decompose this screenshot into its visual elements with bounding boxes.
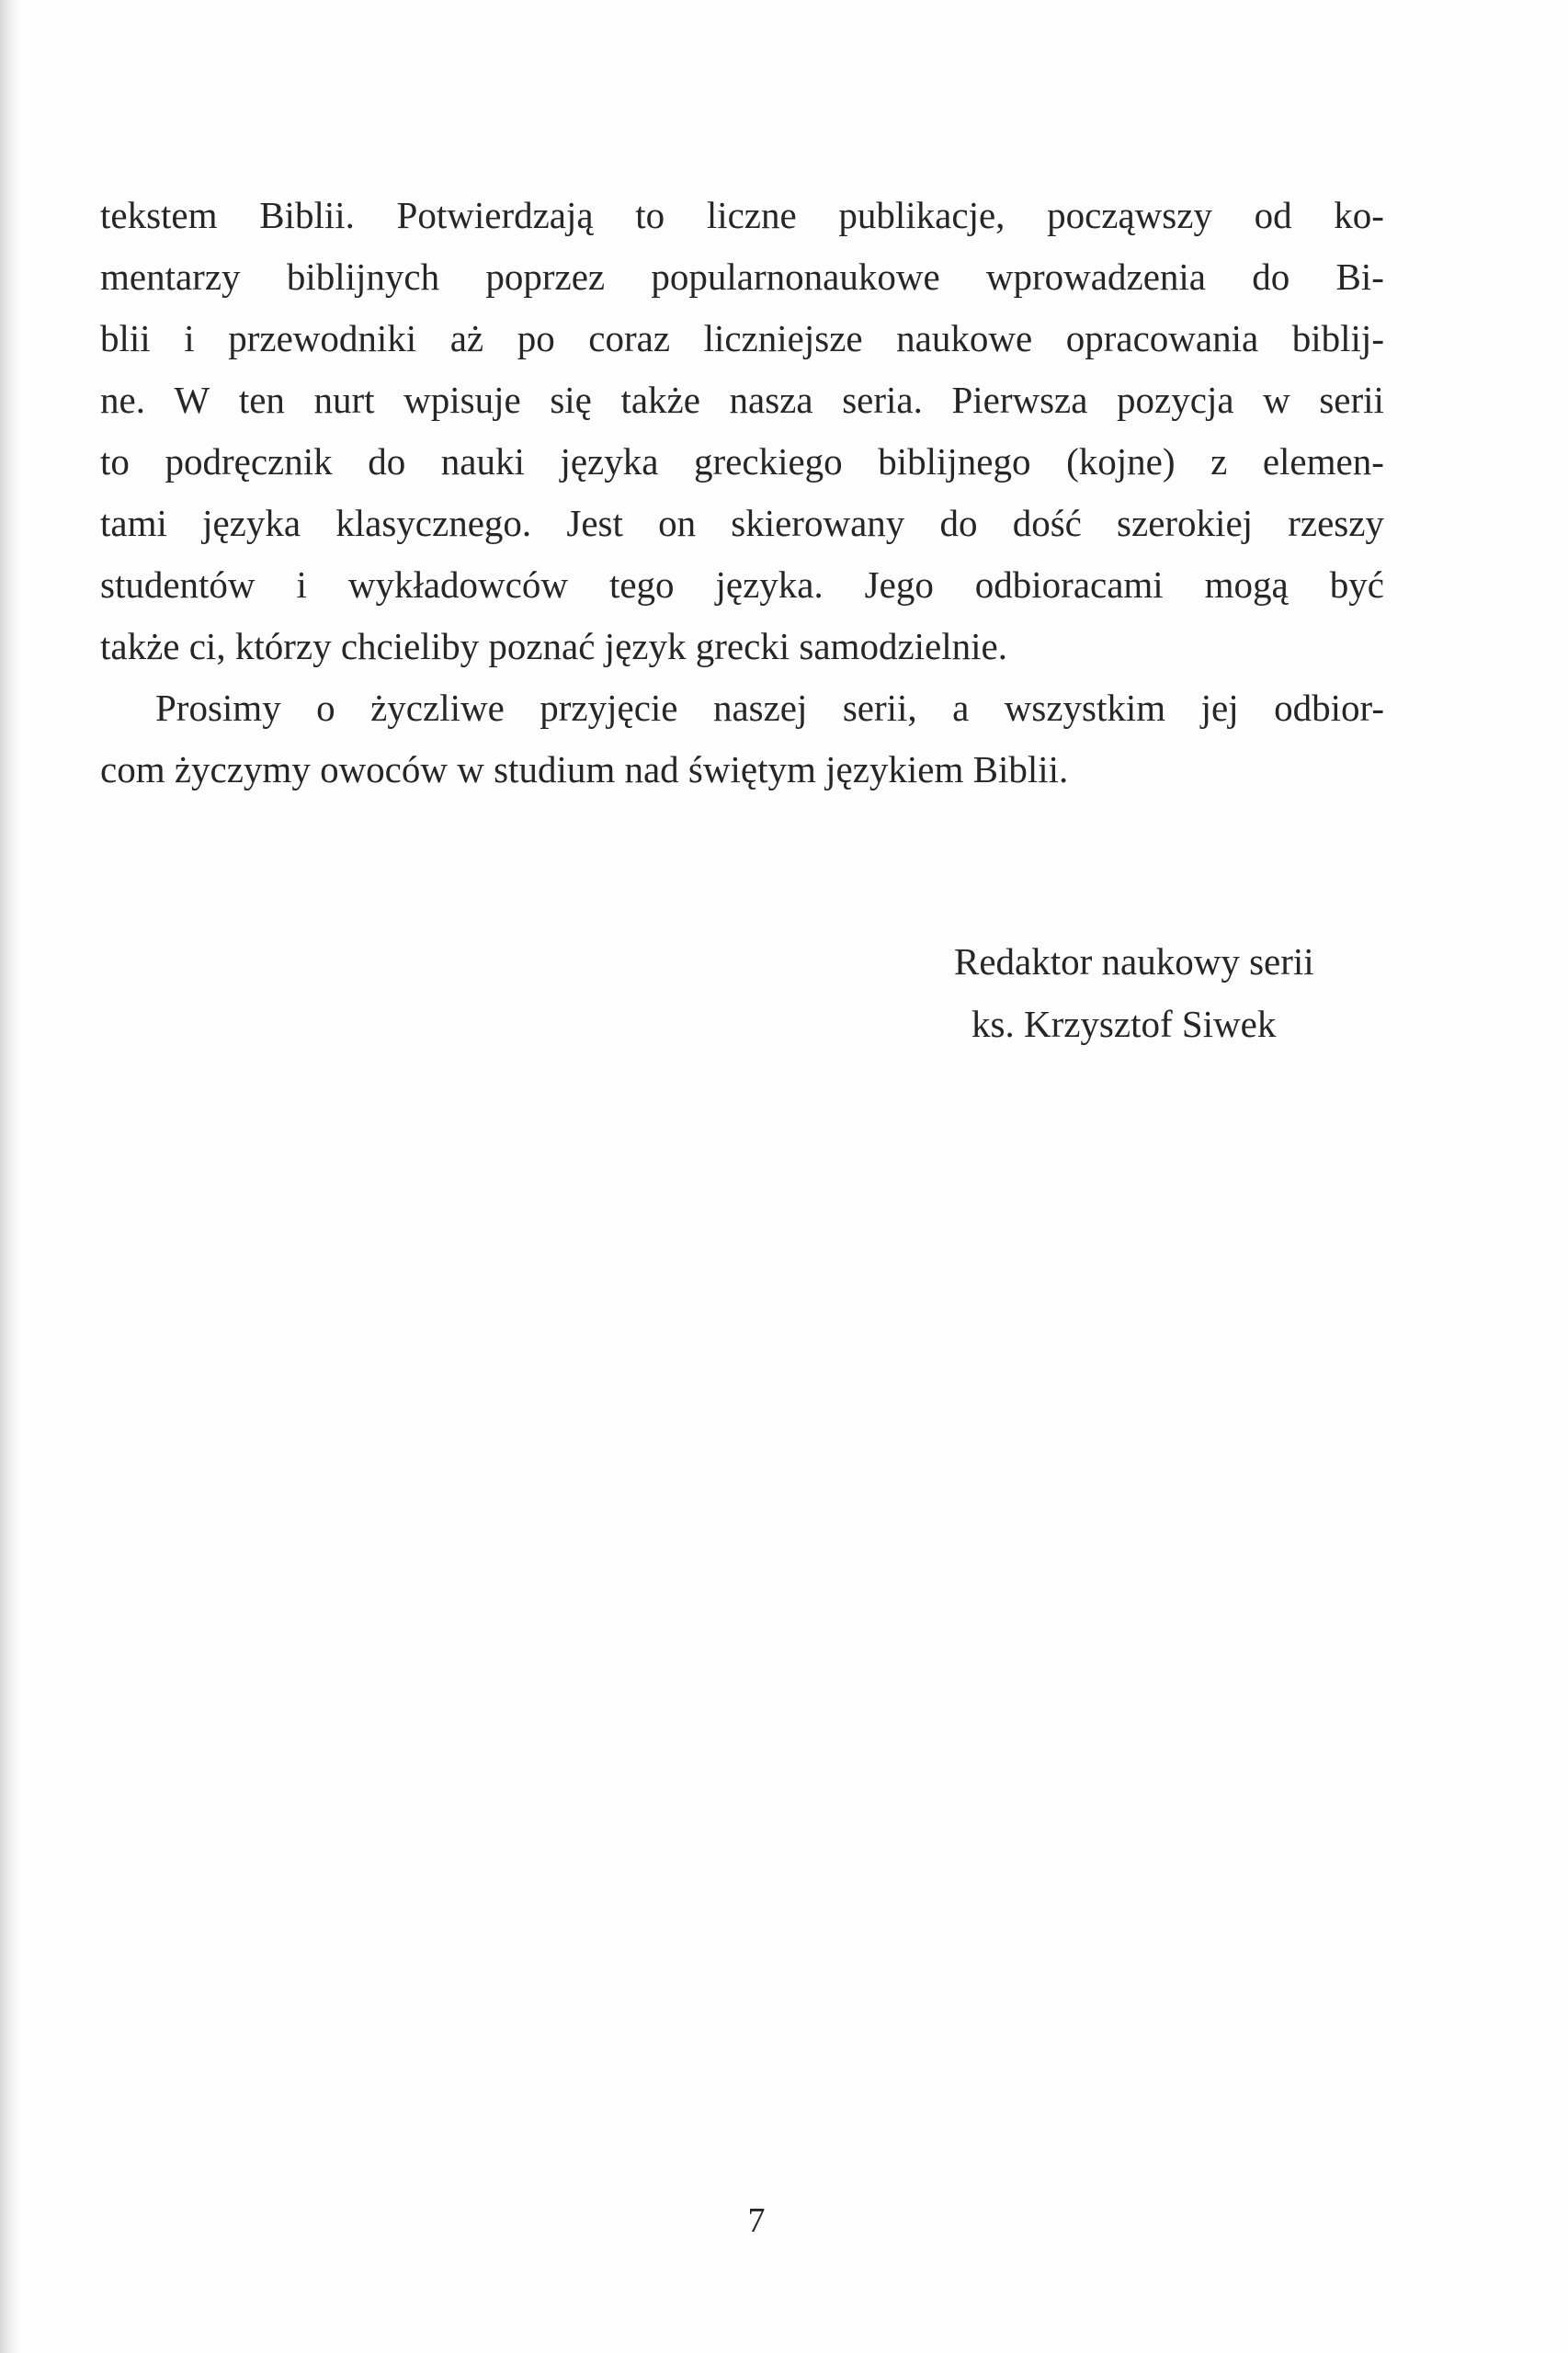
word: z <box>1210 440 1228 483</box>
word: blii <box>100 317 151 359</box>
word: począwszy <box>1047 194 1212 236</box>
word: przyjęcie <box>540 687 678 729</box>
word: od <box>1254 194 1292 236</box>
word: Pierwsza <box>951 379 1088 421</box>
page-gutter-shadow <box>0 0 20 2353</box>
word: biblijnych <box>286 256 440 298</box>
signature-name: ks. Krzysztof Siwek <box>971 1003 1277 1045</box>
word: W <box>174 379 210 421</box>
word: (kojne) <box>1066 440 1176 483</box>
word: liczniejsze <box>703 317 863 359</box>
word: jej <box>1200 687 1239 729</box>
word: biblijnego <box>878 440 1031 483</box>
word: poprzez <box>485 256 606 298</box>
word: a <box>952 687 970 729</box>
word: języka <box>202 502 301 544</box>
word: do <box>368 440 406 483</box>
page-number: 7 <box>747 2201 766 2240</box>
word: do <box>1252 256 1290 298</box>
word: wprowadzenia <box>985 256 1206 298</box>
word: tekstem <box>100 194 218 236</box>
word: wpisuje <box>403 379 521 421</box>
word: liczne <box>706 194 797 236</box>
text-line <box>100 255 1384 299</box>
word: się <box>550 379 592 421</box>
word: mentarzy <box>100 256 241 298</box>
word: pozycja <box>1117 379 1234 421</box>
word: to <box>635 194 665 236</box>
text-line <box>155 686 1384 730</box>
word: coraz <box>588 317 671 359</box>
word: dość <box>1012 502 1082 544</box>
word: serii, <box>842 687 917 729</box>
word: greckiego <box>694 440 843 483</box>
word: ne. <box>100 379 145 421</box>
word: życzliwe <box>370 687 505 729</box>
word: wszystkim <box>1004 687 1166 729</box>
word: naukowe <box>896 317 1033 359</box>
word: Jego <box>864 563 934 606</box>
word: przewodniki <box>228 317 417 359</box>
word: mogą <box>1204 563 1289 606</box>
word: odbioracami <box>974 563 1164 606</box>
word: nurt <box>313 379 375 421</box>
word: Bi- <box>1335 256 1384 298</box>
word: Prosimy <box>155 687 281 729</box>
word: i <box>184 317 195 359</box>
text-line <box>100 378 1384 422</box>
word: po <box>517 317 555 359</box>
word: Potwierdzają <box>396 194 594 236</box>
word: studentów <box>100 563 256 606</box>
word: elemen- <box>1262 440 1384 483</box>
text-line <box>100 316 1384 360</box>
text-line <box>100 563 1384 607</box>
word: w <box>1263 379 1290 421</box>
word: być <box>1329 563 1384 606</box>
signature-role: Redaktor naukowy serii <box>954 940 1314 983</box>
text-line: com życzymy owoców w studium nad świętym językiem Biblii. <box>100 748 1069 790</box>
word: klasycznego. <box>335 502 532 544</box>
word: naszej <box>712 687 808 729</box>
text-line <box>100 501 1384 545</box>
word: szerokiej <box>1117 502 1254 544</box>
word: podręcznik <box>165 440 333 483</box>
word: Biblii. <box>259 194 355 236</box>
word: tego <box>608 563 675 606</box>
word: to <box>100 440 130 483</box>
word: skierowany <box>731 502 905 544</box>
word: nauki <box>440 440 525 483</box>
word: opracowania <box>1065 317 1259 359</box>
word: wykładowców <box>347 563 568 606</box>
word: do <box>939 502 978 544</box>
word: ten <box>238 379 285 421</box>
text-line: także ci, którzy chcieliby poznać język grecki samodzielnie. <box>100 625 1007 667</box>
word: ko- <box>1334 194 1384 236</box>
word: serii <box>1319 379 1384 421</box>
word: tami <box>100 502 167 544</box>
word: także <box>620 379 700 421</box>
word: seria. <box>842 379 923 421</box>
word: o <box>316 687 335 729</box>
word: popularnonaukowe <box>651 256 940 298</box>
word: publikacje, <box>838 194 1006 236</box>
text-line <box>100 439 1384 483</box>
word: biblij- <box>1291 317 1384 359</box>
word: Jest <box>566 502 623 544</box>
word: nasza <box>729 379 813 421</box>
word: odbior- <box>1274 687 1384 729</box>
word: i <box>296 563 307 606</box>
text-line <box>100 193 1384 237</box>
word: on <box>658 502 697 544</box>
word: języka <box>560 440 659 483</box>
word: aż <box>449 317 484 359</box>
word: rzeszy <box>1288 502 1384 544</box>
word: języka. <box>715 563 824 606</box>
